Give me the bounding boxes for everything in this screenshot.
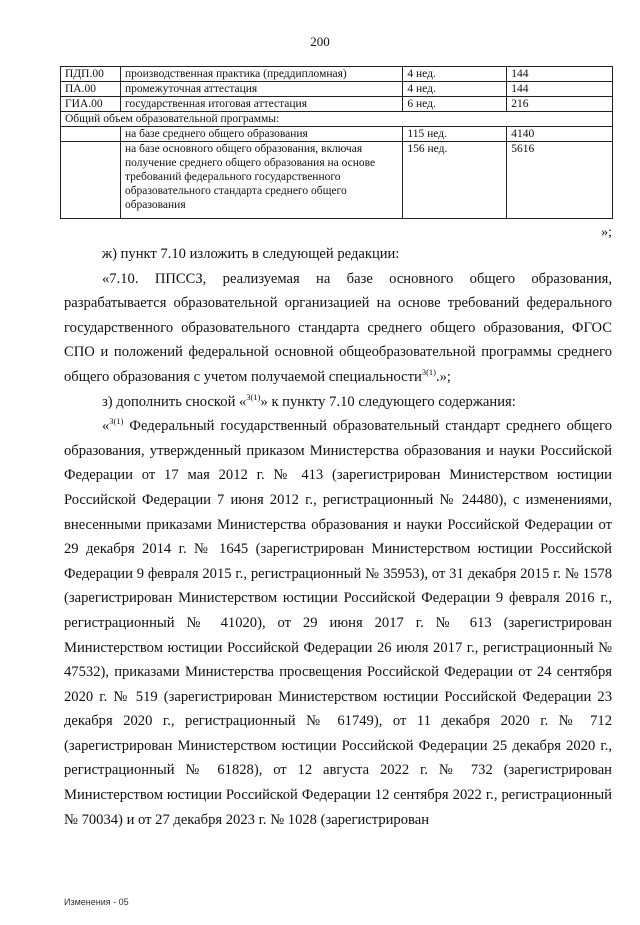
clause-end: .»;	[435, 368, 451, 385]
table-cell-hours: 4140	[507, 127, 613, 142]
table-cell-code: ПДП.00	[61, 67, 121, 82]
footer-mark: Изменения - 05	[64, 897, 129, 907]
footnote-open-quote: «	[102, 418, 110, 435]
table-cell-duration: 156 нед.	[403, 142, 507, 219]
table-row	[61, 82, 613, 97]
table-cell-code: ПА.00	[61, 82, 121, 97]
table-cell-duration: 6 нед.	[403, 97, 507, 112]
footnote-marker: 3(1)	[421, 367, 436, 378]
total-label: Общий объем образовательной программы:	[61, 112, 613, 127]
page-number: 200	[310, 34, 330, 49]
item-z-end: » к пункту 7.10 следующего содержания:	[260, 393, 516, 410]
table-cell-code: ГИА.00	[61, 97, 121, 112]
table-row	[61, 97, 613, 112]
table-cell-duration: 4 нед.	[403, 67, 507, 82]
table-cell-duration: 4 нед.	[403, 82, 507, 97]
table-cell-name: на базе среднего общего образования	[120, 127, 402, 142]
footnote-marker: 3(1)	[109, 416, 124, 427]
table-cell-name: государственная итоговая аттестация	[120, 97, 402, 112]
closing-quote: »;	[601, 225, 612, 240]
paragraph-item-z	[64, 390, 612, 415]
table-cell-empty	[61, 127, 121, 142]
clause-text: «7.10. ППССЗ, реализуемая на базе основного общего образования, разрабатывается образовательной организацией на основе требований федерального государственного образовательного стандарта среднего общего образования, ФГОС СПО и положений федеральной основной общеобразовательной программы среднего общего образования с учетом получаемой специальности	[64, 270, 612, 385]
table-row-total-label	[61, 112, 613, 127]
table-cell-name: промежуточная аттестация	[120, 82, 402, 97]
paragraph-item-zh: ж) пункт 7.10 изложить в следующей редакции:	[102, 246, 400, 262]
item-z-start: з) дополнить сноской «	[102, 393, 247, 410]
footnote-marker: 3(1)	[246, 391, 261, 402]
footnote-body: Федеральный государственный образовательный стандарт среднего общего образования, утвержденный приказом Министерства образования и науки Российской Федерации от 17 мая 2012 г. № 413 (зарегистрирован Министерством юстиции Российской Федерации 7 июня 2012 г., регистрационный № 24480), с изменениями, внесенными приказами Министерства образования и науки Российской Федерации от 29 декабря 2014 г. № 1645 (зарегистрирован Министерством юстиции Российской Федерации 9 февраля 2015 г., регистрационный № 35953), от 31 декабря 2015 г. № 1578 (зарегистрирован Министерством юстиции Российской Федерации 9 февраля 2016 г., регистрационный № 41020), от 29 июня 2017 г. № 613 (зарегистрирован Министерством юстиции Российской Федерации 26 июля 2017 г., регистрационный № 47532), приказами Министерства просвещения Российской Федерации от 24 сентября 2020 г. № 519 (зарегистрирован Министерством юстиции Российской Федерации 23 декабря 2020 г., регистрационный № 61749), от 11 декабря 2020 г. № 712 (зарегистрирован Министерством юстиции Российской Федерации 25 декабря 2020 г., регистрационный № 61828), от 12 августа 2022 г. № 732 (зарегистрирован Министерством юстиции Российской Федерации 12 сентября 2022 г., регистрационный № 70034) и от 27 декабря 2023 г. № 1028 (зарегистрирован	[64, 418, 612, 828]
table-cell-empty	[61, 142, 121, 219]
table-cell-hours: 144	[507, 67, 613, 82]
table-row	[61, 67, 613, 82]
body-text	[64, 242, 612, 832]
table-row	[61, 142, 613, 219]
paragraph-footnote-text	[64, 414, 612, 832]
table-cell-hours: 144	[507, 82, 613, 97]
table-cell-hours: 216	[507, 97, 613, 112]
table-cell-duration: 115 нед.	[403, 127, 507, 142]
paragraph-clause-7-10	[64, 267, 612, 390]
table-row	[61, 127, 613, 142]
table-cell-name: производственная практика (преддипломная)	[120, 67, 402, 82]
curriculum-table	[60, 66, 613, 219]
table-cell-name: на базе основного общего образования, включая получение среднего общего образования на основе требований федерального государственного образовательного стандарта среднего общего образования	[120, 142, 402, 219]
table-cell-hours: 5616	[507, 142, 613, 219]
